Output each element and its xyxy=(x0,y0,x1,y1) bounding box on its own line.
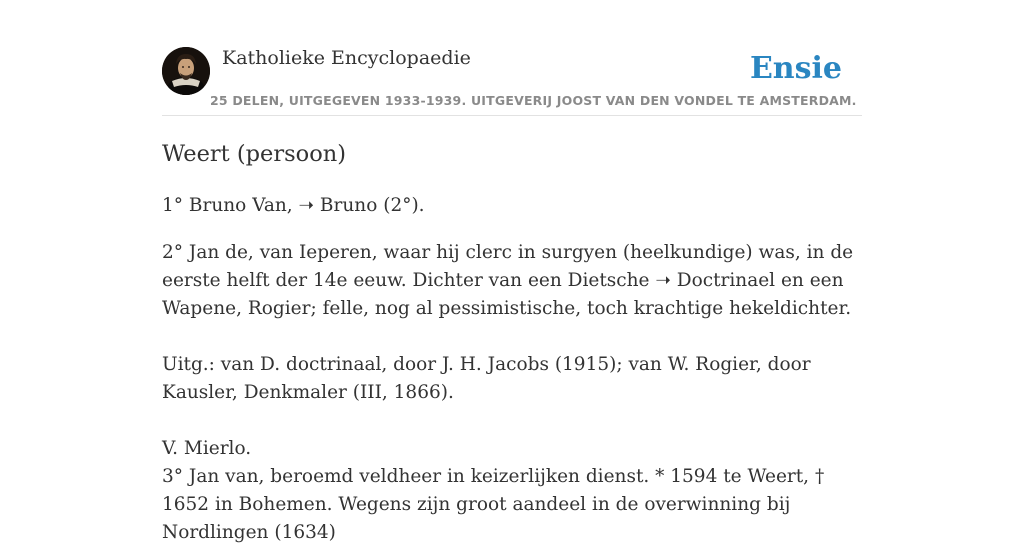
article-author: V. Mierlo. xyxy=(162,438,252,459)
ensie-logo-link[interactable]: Ensie xyxy=(749,51,842,86)
portrait-avatar-icon[interactable] xyxy=(162,47,210,95)
site-header xyxy=(162,0,862,116)
article-paragraph: Uitg.: van D. doctrinaal, door J. H. Jacobs (1915); van W. Rogier, door Kausler, Denkmaler (III, 1866). xyxy=(162,354,811,403)
page xyxy=(162,0,862,543)
article xyxy=(162,138,862,547)
article-paragraph: 2° Jan de, van Ieperen, waar hij clerc in surgyen (heelkundige) was, in de eerste helft der 14e eeuw. Dichter van een Dietsche ➝ Doctrinael en een Wapene, Rogier; felle, nog al pessimistische, toch krachtige hekeldichter. xyxy=(162,242,854,319)
article-paragraph: 1° Bruno Van, ➝ Bruno (2°). xyxy=(162,195,425,216)
site-title-link[interactable]: Katholieke Encyclopaedie xyxy=(222,47,471,69)
article-title: Weert (persoon) xyxy=(162,141,347,167)
site-subtitle: 25 DELEN, UITGEGEVEN 1933-1939. UITGEVERIJ JOOST VAN DEN VONDEL TE AMSTERDAM. xyxy=(210,93,857,108)
article-paragraph: 3° Jan van, beroemd veldheer in keizerlijken dienst. * 1594 te Weert, † 1652 in Bohemen. Wegens zijn groot aandeel in de overwinning bij Nordlingen (1634) xyxy=(162,466,825,543)
